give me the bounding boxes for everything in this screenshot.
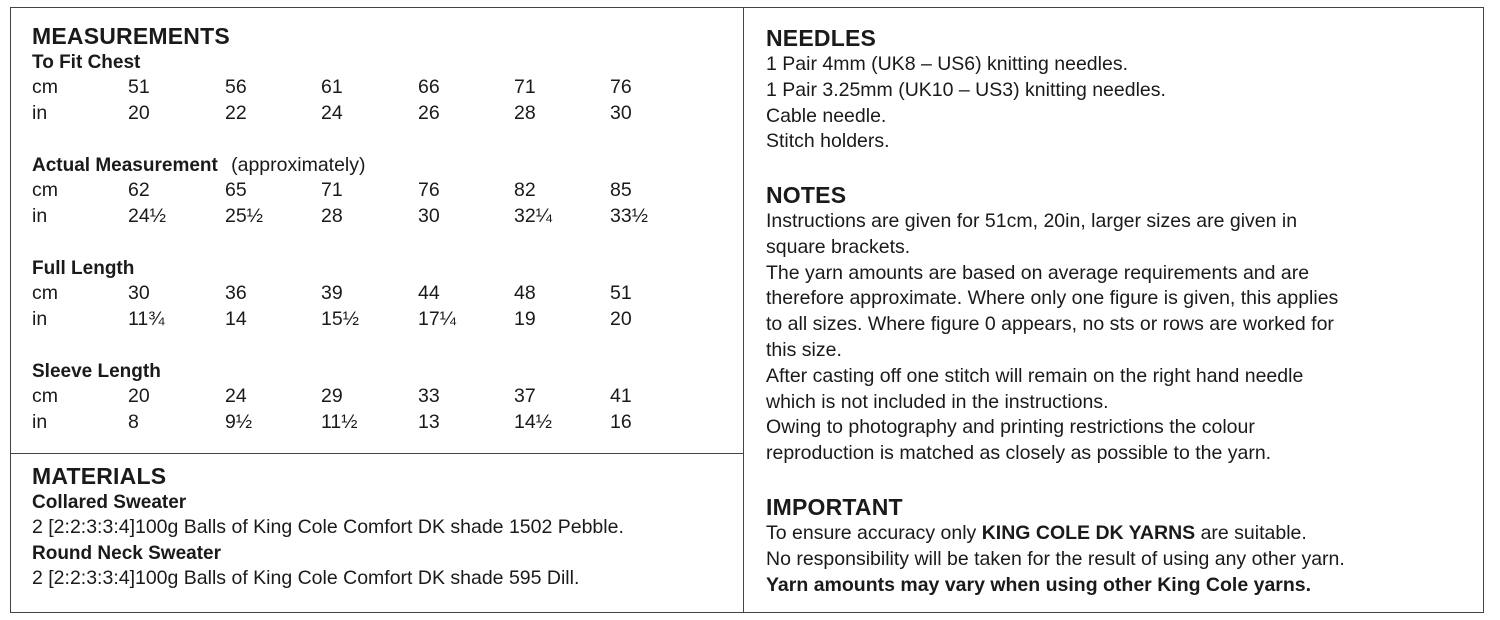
- measurement-row-in: in 20 22 24 26 28 30: [32, 101, 632, 124]
- measurement-row-in: in 24½ 25½ 28 30 32¼ 33½: [32, 204, 648, 227]
- notes-line: this size.: [766, 338, 842, 361]
- notes-line: reproduction is matched as closely as possible to the yarn.: [766, 442, 1272, 465]
- needles-line: Cable needle.: [766, 104, 887, 127]
- notes-line: square brackets.: [766, 235, 911, 258]
- measurement-row-cm: cm 62 65 71 76 82 85: [32, 179, 632, 201]
- materials-heading: MATERIALS: [32, 463, 167, 489]
- important-heading: IMPORTANT: [766, 494, 903, 520]
- notes-line: therefore approximate. Where only one figure is given, this applies: [766, 287, 1339, 310]
- material-text: 2 [2:2:3:3:4]100g Balls of King Cole Comfort DK shade 595 Dill.: [32, 566, 580, 589]
- notes-line: The yarn amounts are based on average requirements and are: [766, 261, 1310, 284]
- important-brand-text: KING COLE DK YARNS: [981, 522, 1196, 544]
- group-title: Full Length: [32, 258, 135, 279]
- measurement-group-sleeve-length: [32, 359, 632, 436]
- measurements-heading: MEASUREMENTS: [32, 23, 230, 49]
- section-divider: [10, 453, 743, 454]
- measurement-row-cm: cm 20 24 29 33 37 41: [32, 385, 632, 407]
- needles-line: 1 Pair 3.25mm (UK10 – US3) knitting needles.: [766, 78, 1166, 101]
- measurement-row-cm: cm 51 56 61 66 71 76: [32, 76, 632, 98]
- measurement-row-in: in 11¾ 14 15½ 17¼ 19 20: [32, 307, 632, 330]
- materials-section: [32, 462, 624, 592]
- notes-line: Owing to photography and printing restrictions the colour: [766, 416, 1255, 439]
- notes-line: Instructions are given for 51cm, 20in, larger sizes are given in: [766, 210, 1298, 232]
- measurement-group-chest: [32, 50, 632, 127]
- material-text: 2 [2:2:3:3:4]100g Balls of King Cole Comfort DK shade 1502 Pebble.: [32, 516, 624, 538]
- notes-line: which is not included in the instructions.: [766, 390, 1109, 413]
- notes-line: to all sizes. Where figure 0 appears, no sts or rows are worked for: [766, 313, 1334, 336]
- needles-heading: NEEDLES: [766, 25, 877, 51]
- important-line: To ensure accuracy only KING COLE DK YARNS are suitable.: [766, 522, 1307, 544]
- measurement-group-actual: [32, 153, 648, 230]
- group-title: Actual Measurement (approximately): [32, 154, 366, 176]
- measurement-row-in: in 8 9½ 11½ 13 14½ 16: [32, 410, 632, 433]
- needles-line: Stitch holders.: [766, 130, 890, 153]
- group-title: To Fit Chest: [32, 52, 141, 73]
- notes-section: [766, 181, 1338, 467]
- important-section: [766, 493, 1345, 598]
- important-warning: Yarn amounts may vary when using other King Cole yarns.: [766, 573, 1312, 596]
- needles-section: [766, 24, 1166, 155]
- important-line: No responsibility will be taken for the result of using any other yarn.: [766, 547, 1345, 570]
- needles-line: 1 Pair 4mm (UK8 – US6) knitting needles.: [766, 53, 1128, 75]
- notes-heading: NOTES: [766, 182, 847, 208]
- group-title: Sleeve Length: [32, 361, 161, 382]
- material-title: Round Neck Sweater: [32, 542, 221, 564]
- measurement-group-full-length: [32, 256, 632, 333]
- material-title: Collared Sweater: [32, 492, 187, 513]
- column-divider: [743, 7, 744, 613]
- measurements-section: [32, 22, 230, 50]
- group-note: (approximately): [231, 154, 366, 176]
- measurement-row-cm: cm 30 36 39 44 48 51: [32, 282, 632, 304]
- notes-line: After casting off one stitch will remain on the right hand needle: [766, 364, 1304, 387]
